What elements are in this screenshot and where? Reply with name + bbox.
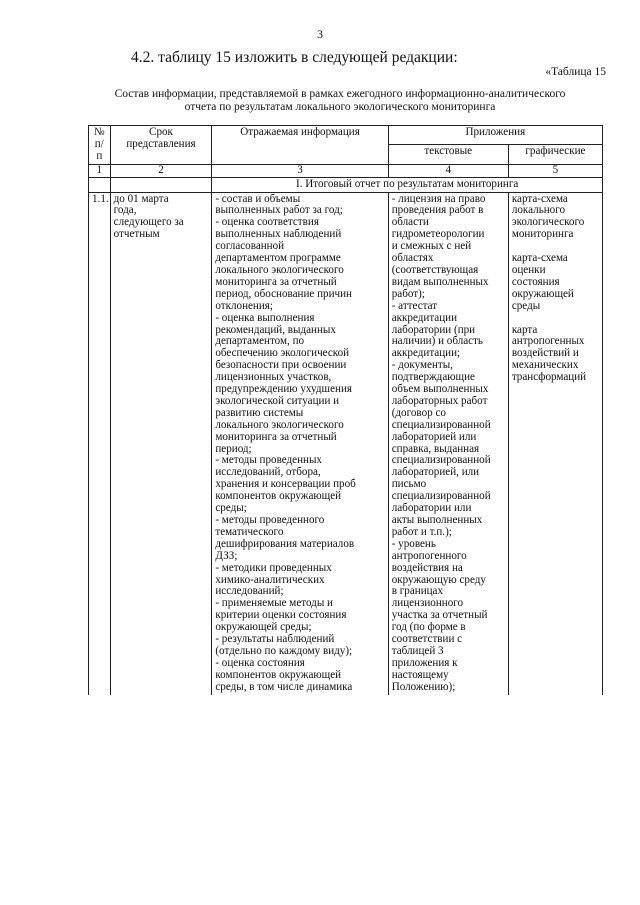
cell-line: департаментом программе bbox=[215, 252, 341, 265]
cell-line: лаборатории (при bbox=[391, 323, 476, 336]
cell-line: акты выполненных bbox=[391, 514, 483, 526]
cell-line: карта bbox=[511, 323, 538, 336]
header-num-line: п/п bbox=[94, 137, 104, 162]
cell-line: карта-схема bbox=[511, 192, 568, 205]
section-row bbox=[89, 177, 603, 192]
cell-line: (договор со bbox=[391, 406, 446, 419]
cell-line: лицензионного bbox=[391, 597, 464, 610]
cell-line: окружающую среду bbox=[391, 573, 486, 586]
column-number: 3 bbox=[212, 164, 388, 177]
cell-line: локального bbox=[511, 204, 566, 217]
cell-line: мониторинга за отчетный bbox=[215, 275, 337, 288]
cell-line: ДЗЗ; bbox=[215, 549, 238, 562]
cell-line: карта-схема bbox=[511, 252, 568, 265]
cell-line: - методы проведенных bbox=[215, 454, 322, 467]
cell-line: экологического bbox=[511, 216, 585, 229]
cell-line: департаментом, по bbox=[215, 335, 305, 348]
cell-line: компонентов окружающей bbox=[215, 490, 342, 503]
header-date-line: Срок bbox=[149, 126, 173, 138]
cell-line: года, bbox=[113, 204, 137, 217]
table-title bbox=[70, 88, 610, 114]
cell-line: воздействия на bbox=[391, 561, 463, 574]
cell-line: следующего за bbox=[113, 216, 184, 229]
cell-line: - оценка выполнения bbox=[215, 311, 315, 324]
cell-line: воздействий и bbox=[511, 347, 579, 360]
cell-line: - оценка состояния bbox=[215, 656, 305, 669]
cell-line: обеспечению экологической bbox=[215, 347, 350, 360]
header-row bbox=[89, 126, 603, 145]
cell-line: среды bbox=[511, 299, 541, 312]
table-row bbox=[89, 192, 603, 695]
cell-line: (соответствующая bbox=[391, 263, 479, 276]
column-number: 5 bbox=[508, 164, 602, 177]
cell-line: - уровень bbox=[391, 537, 436, 550]
cell-line: механических bbox=[511, 359, 579, 372]
cell-line: безопасности при освоении bbox=[215, 359, 347, 372]
cell-line: химико-аналитических bbox=[215, 573, 325, 586]
cell-line: аккредитации bbox=[391, 311, 458, 324]
cell-line: исследований, отбора, bbox=[215, 466, 321, 479]
cell-line: областях bbox=[391, 252, 434, 265]
cell-line: - применяемые методы и bbox=[215, 597, 333, 610]
column-number: 1 bbox=[89, 164, 111, 177]
cell-line: согласованной bbox=[215, 240, 285, 253]
cell-line bbox=[512, 313, 599, 325]
row-info bbox=[212, 192, 388, 695]
info-table bbox=[88, 125, 603, 695]
cell-line: до 01 марта bbox=[113, 192, 169, 205]
cell-line: среды; bbox=[215, 502, 247, 515]
title-line: отчета по результатам локального экологического мониторинга bbox=[184, 101, 496, 113]
cell-line: лабораторией или bbox=[391, 430, 477, 443]
cell-line: области bbox=[391, 216, 429, 229]
column-number: 2 bbox=[110, 164, 212, 177]
cell-line: участка за отчетный bbox=[391, 609, 488, 622]
header-num-line: № bbox=[94, 126, 105, 138]
cell-line: период, обоснование причин bbox=[215, 287, 352, 300]
cell-line: - методы проведенного bbox=[215, 514, 325, 526]
cell-line: - оценка соответствия bbox=[215, 216, 319, 229]
cell-line: окружающей среды; bbox=[215, 621, 312, 634]
cell-line: мониторинга bbox=[511, 228, 574, 241]
cell-line: подтверждающие bbox=[391, 371, 475, 384]
cell-line: трансформаций bbox=[511, 371, 587, 384]
cell-line: - состав и объемы bbox=[215, 192, 301, 205]
cell-line: развитию системы bbox=[215, 406, 304, 419]
cell-line: - аттестат bbox=[391, 299, 438, 312]
header-appendix: Приложения bbox=[388, 126, 602, 145]
header-text: текстовые bbox=[388, 145, 508, 164]
cell-line: гидрометеорологии bbox=[391, 228, 485, 241]
cell-line: компонентов окружающей bbox=[215, 668, 342, 681]
cell-line: письмо bbox=[391, 478, 427, 491]
title-line: Состав информации, представляемой в рамках ежегодного информационно-аналитического bbox=[114, 88, 566, 100]
cell-line: отчетным bbox=[113, 228, 160, 241]
cell-line: антропогенного bbox=[391, 549, 467, 562]
column-number-row bbox=[89, 164, 603, 177]
cell-line: и смежных с ней bbox=[391, 240, 472, 253]
cell-line: экологической ситуации и bbox=[215, 394, 340, 407]
cell-line: соответствии с bbox=[391, 633, 463, 646]
cell-line: в границах bbox=[391, 585, 444, 598]
cell-line: работ); bbox=[391, 287, 425, 300]
cell-line: видам выполненных bbox=[391, 275, 489, 288]
cell-line: - документы, bbox=[391, 359, 453, 372]
cell-line: лабораторных работ bbox=[391, 394, 488, 407]
cell-line: критерии оценки состояния bbox=[215, 609, 347, 622]
cell-line: - лицензия на право bbox=[391, 192, 486, 205]
section-title: I. Итоговый отчет по результатам мониторинга bbox=[212, 177, 603, 192]
cell-line: окружающей bbox=[511, 287, 574, 300]
table-reference: «Таблица 15 bbox=[545, 66, 606, 78]
cell-line: настоящему bbox=[391, 668, 449, 681]
cell-line: рекомендаций, выданных bbox=[215, 323, 336, 336]
instruction-heading: 4.2. таблицу 15 изложить в следующей редакции: bbox=[131, 49, 458, 66]
cell-line: хранения и консервации проб bbox=[215, 478, 356, 491]
cell-line: специализированной bbox=[391, 454, 491, 467]
cell-line: лабораторией, или bbox=[391, 466, 480, 479]
cell-line: таблицей 3 bbox=[391, 644, 444, 657]
cell-line: тематического bbox=[215, 525, 284, 538]
cell-line: справка, выданная bbox=[391, 442, 480, 455]
cell-line: специализированной bbox=[391, 490, 491, 503]
cell-line: лицензионных участков, bbox=[215, 371, 332, 384]
cell-line: объем выполненных bbox=[391, 383, 489, 396]
header-date-line: представления bbox=[126, 137, 196, 150]
header-info: Отражаемая информация bbox=[212, 126, 388, 165]
row-graphic-appendix bbox=[508, 192, 602, 695]
cell-line: локального экологического bbox=[215, 418, 344, 431]
cell-line: оценки bbox=[511, 263, 546, 276]
cell-line: (отдельно по каждому виду); bbox=[215, 644, 353, 657]
row-number: 1.1. bbox=[89, 192, 111, 695]
cell-line: - результаты наблюдений bbox=[215, 633, 335, 646]
cell-line: работ и т.п.); bbox=[391, 525, 452, 538]
cell-line: приложения к bbox=[391, 656, 458, 669]
cell-line: период; bbox=[215, 442, 252, 455]
cell-line: среды, в том числе динамика bbox=[215, 680, 353, 693]
cell-line: исследований; bbox=[215, 585, 284, 598]
section-spacer bbox=[110, 177, 212, 192]
page-number: 3 bbox=[317, 27, 323, 41]
cell-line: год (по форме в bbox=[391, 621, 466, 634]
cell-line: аккредитации; bbox=[391, 347, 461, 360]
row-deadline bbox=[110, 192, 212, 695]
column-number: 4 bbox=[388, 164, 508, 177]
header-num bbox=[89, 126, 111, 165]
cell-line: выполненных работ за год; bbox=[215, 204, 343, 217]
row-text-appendix bbox=[388, 192, 508, 695]
cell-line: Положению); bbox=[391, 680, 456, 693]
cell-line: лаборатории или bbox=[391, 502, 472, 515]
cell-line: состояния bbox=[511, 275, 560, 288]
cell-line: специализированной bbox=[391, 418, 491, 431]
cell-line: проведения работ в bbox=[391, 204, 484, 217]
cell-line: - методики проведенных bbox=[215, 561, 332, 574]
header-date bbox=[110, 126, 212, 165]
cell-line: антропогенных bbox=[511, 335, 585, 348]
section-spacer bbox=[89, 177, 111, 192]
cell-line: локального экологического bbox=[215, 263, 344, 276]
cell-line: дешифрирования материалов bbox=[215, 537, 355, 550]
cell-line: наличии) и область bbox=[391, 335, 483, 348]
cell-line: мониторинга за отчетный bbox=[215, 430, 337, 443]
cell-line: отклонения; bbox=[215, 299, 273, 312]
cell-line: предупреждению ухудшения bbox=[215, 383, 352, 396]
cell-line: выполненных наблюдений bbox=[215, 228, 342, 241]
header-graphic: графические bbox=[508, 145, 602, 164]
